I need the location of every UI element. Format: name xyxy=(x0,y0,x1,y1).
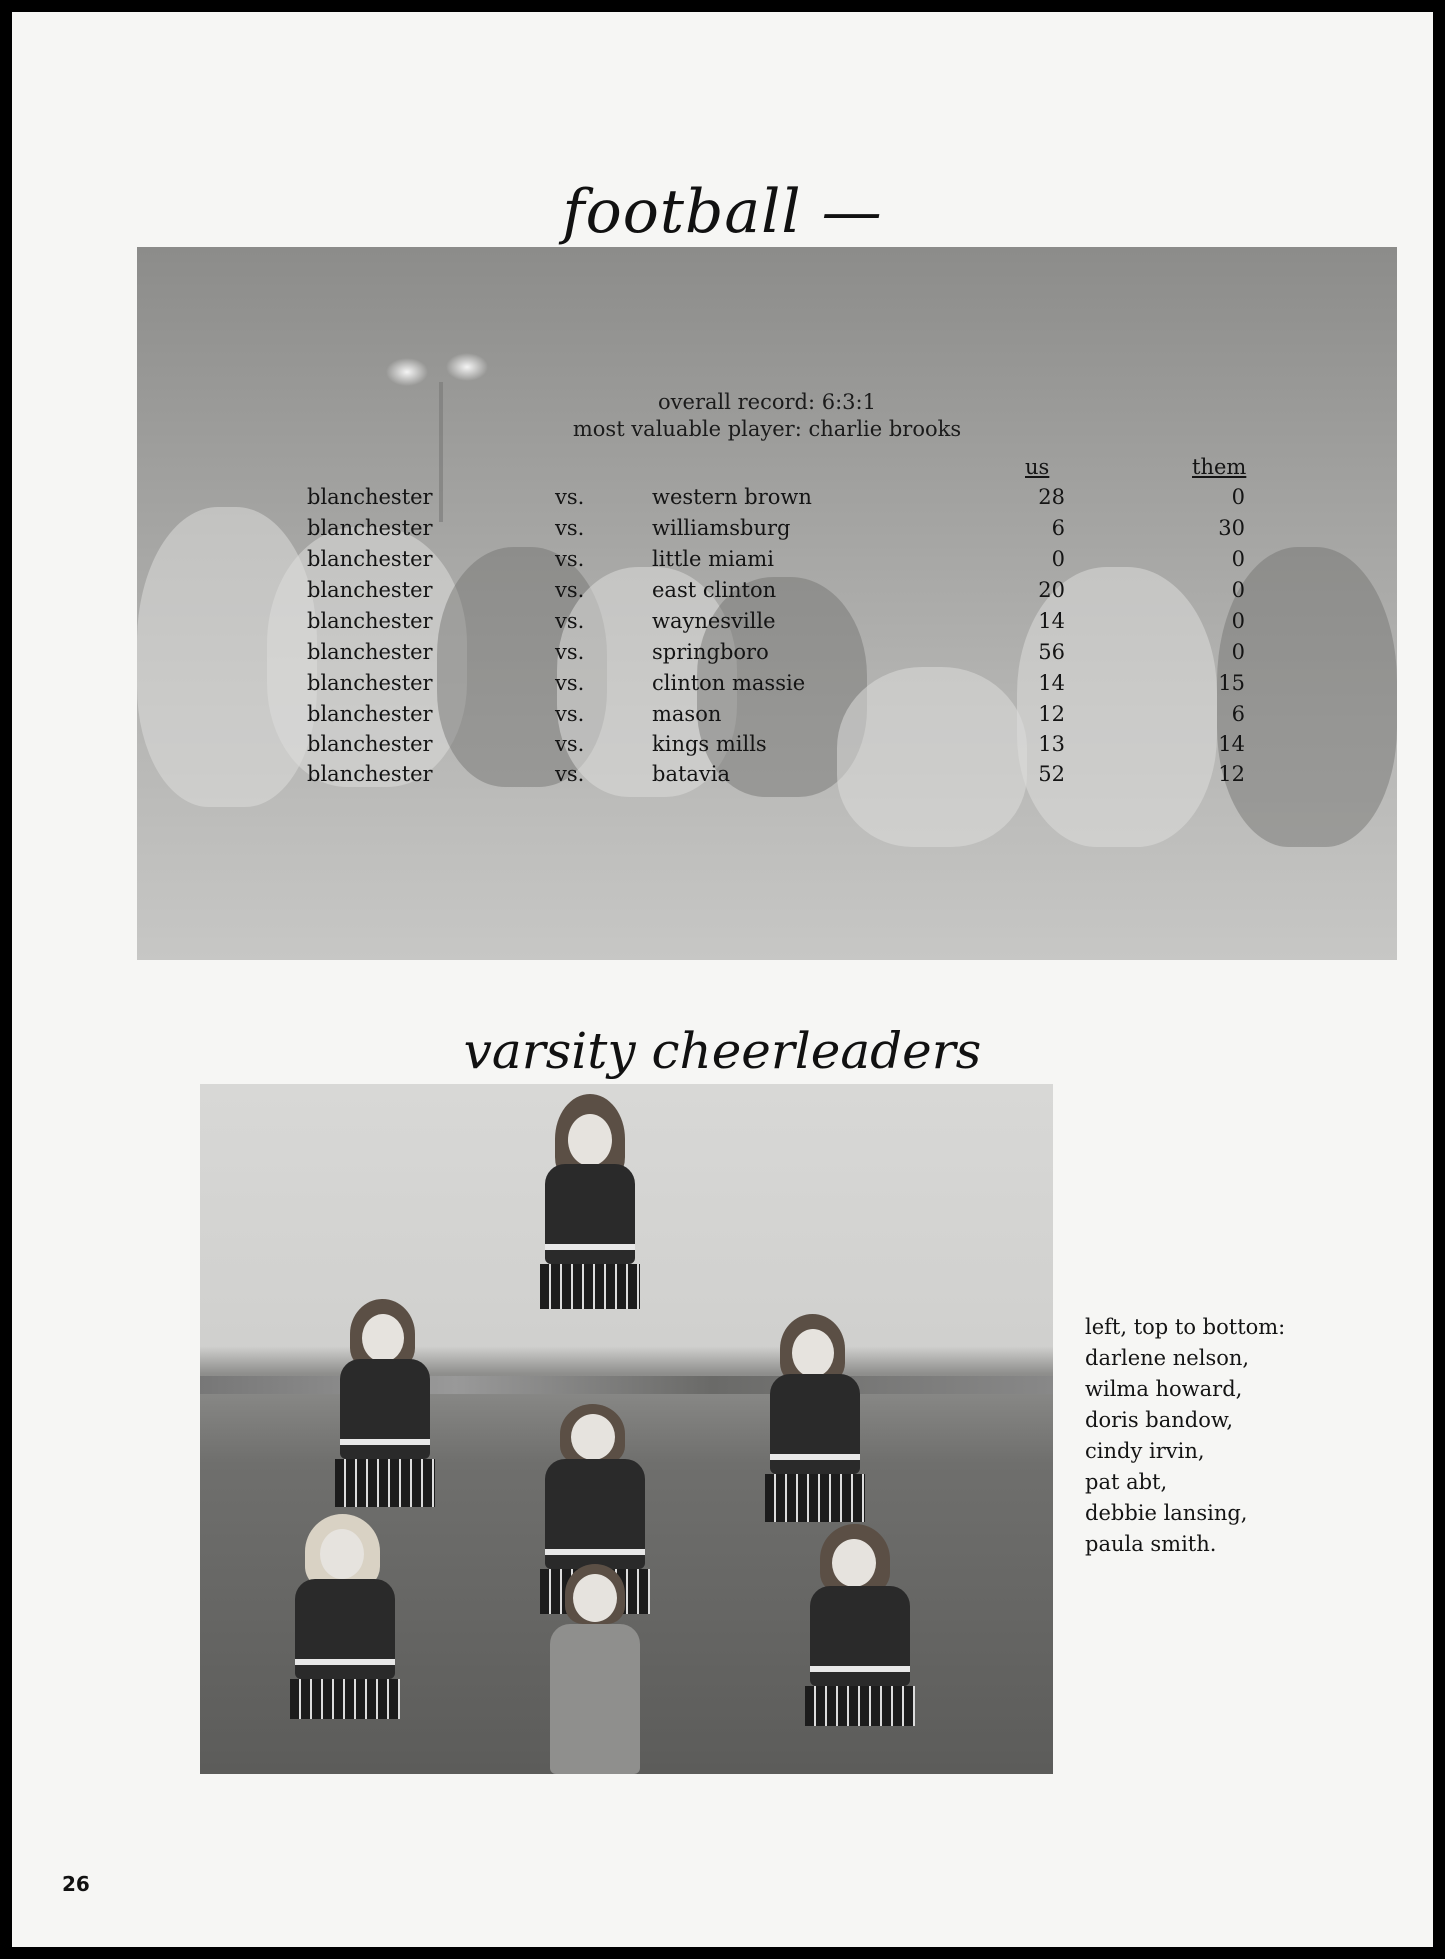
opponent: williamsburg xyxy=(652,516,791,540)
score-us: 52 xyxy=(1038,762,1065,786)
game-row xyxy=(137,762,1397,790)
opponent: east clinton xyxy=(652,578,777,602)
score-them: 0 xyxy=(1231,609,1245,633)
cheerleaders-caption xyxy=(1085,1312,1285,1560)
score-us: 13 xyxy=(1038,732,1065,756)
versus: vs. xyxy=(555,516,585,540)
versus: vs. xyxy=(555,640,585,664)
home-team: blanchester xyxy=(307,578,433,602)
cheerleaders-photo xyxy=(200,1084,1053,1774)
cheerleaders-title: varsity cheerleaders xyxy=(463,1022,982,1080)
opponent: waynesville xyxy=(652,609,776,633)
versus: vs. xyxy=(555,702,585,726)
score-us: 0 xyxy=(1051,547,1065,571)
caption-line: debbie lansing, xyxy=(1085,1501,1248,1525)
score-them: 30 xyxy=(1218,516,1245,540)
home-team: blanchester xyxy=(307,732,433,756)
opponent: kings mills xyxy=(652,732,767,756)
game-row xyxy=(137,609,1397,637)
opponent: clinton massie xyxy=(652,671,806,695)
game-row xyxy=(137,485,1397,513)
column-header-them: them xyxy=(1192,455,1247,479)
cheerleader-figure xyxy=(285,1514,405,1744)
most-valuable-player: most valuable player: charlie brooks xyxy=(572,417,962,441)
opponent: springboro xyxy=(652,640,769,664)
score-them: 0 xyxy=(1231,640,1245,664)
game-row xyxy=(137,578,1397,606)
cheerleader-figure xyxy=(330,1299,440,1529)
caption-line: wilma howard, xyxy=(1085,1377,1243,1401)
score-them: 15 xyxy=(1218,671,1245,695)
versus: vs. xyxy=(555,732,585,756)
opponent: western brown xyxy=(652,485,812,509)
home-team: blanchester xyxy=(307,516,433,540)
score-us: 6 xyxy=(1051,516,1065,540)
home-team: blanchester xyxy=(307,640,433,664)
caption-line: doris bandow, xyxy=(1085,1408,1234,1432)
score-them: 12 xyxy=(1218,762,1245,786)
cheerleader-figure xyxy=(530,1094,650,1384)
column-header-us: us xyxy=(1025,455,1050,479)
opponent: mason xyxy=(652,702,722,726)
opponent: little miami xyxy=(652,547,774,571)
score-us: 56 xyxy=(1038,640,1065,664)
opponent: batavia xyxy=(652,762,731,786)
score-them: 0 xyxy=(1231,578,1245,602)
cheerleader-figure xyxy=(530,1564,660,1774)
home-team: blanchester xyxy=(307,762,433,786)
versus: vs. xyxy=(555,578,585,602)
game-row xyxy=(137,516,1397,544)
caption-line: left, top to bottom: xyxy=(1085,1315,1286,1339)
schedule-table xyxy=(137,247,1397,960)
game-row xyxy=(137,547,1397,575)
home-team: blanchester xyxy=(307,702,433,726)
cheerleader-figure xyxy=(760,1314,870,1544)
score-them: 0 xyxy=(1231,547,1245,571)
home-team: blanchester xyxy=(307,485,433,509)
yearbook-page xyxy=(12,12,1433,1947)
versus: vs. xyxy=(555,485,585,509)
game-row xyxy=(137,732,1397,760)
caption-line: pat abt, xyxy=(1085,1470,1168,1494)
score-them: 6 xyxy=(1231,702,1245,726)
score-us: 14 xyxy=(1038,671,1065,695)
football-title: football — xyxy=(562,177,883,247)
versus: vs. xyxy=(555,671,585,695)
versus: vs. xyxy=(555,547,585,571)
versus: vs. xyxy=(555,609,585,633)
score-us: 20 xyxy=(1038,578,1065,602)
home-team: blanchester xyxy=(307,671,433,695)
home-team: blanchester xyxy=(307,547,433,571)
caption-line: paula smith. xyxy=(1085,1532,1217,1556)
page-number: 26 xyxy=(62,1872,90,1896)
home-team: blanchester xyxy=(307,609,433,633)
football-photo xyxy=(137,247,1397,960)
caption-line: cindy irvin, xyxy=(1085,1439,1205,1463)
cheerleader-figure xyxy=(800,1524,920,1754)
game-row xyxy=(137,671,1397,699)
score-us: 14 xyxy=(1038,609,1065,633)
game-row xyxy=(137,702,1397,730)
versus: vs. xyxy=(555,762,585,786)
score-us: 12 xyxy=(1038,702,1065,726)
caption-line: darlene nelson, xyxy=(1085,1346,1250,1370)
game-row xyxy=(137,640,1397,668)
score-them: 0 xyxy=(1231,485,1245,509)
score-us: 28 xyxy=(1038,485,1065,509)
overall-record: overall record: 6:3:1 xyxy=(658,390,876,414)
score-them: 14 xyxy=(1218,732,1245,756)
